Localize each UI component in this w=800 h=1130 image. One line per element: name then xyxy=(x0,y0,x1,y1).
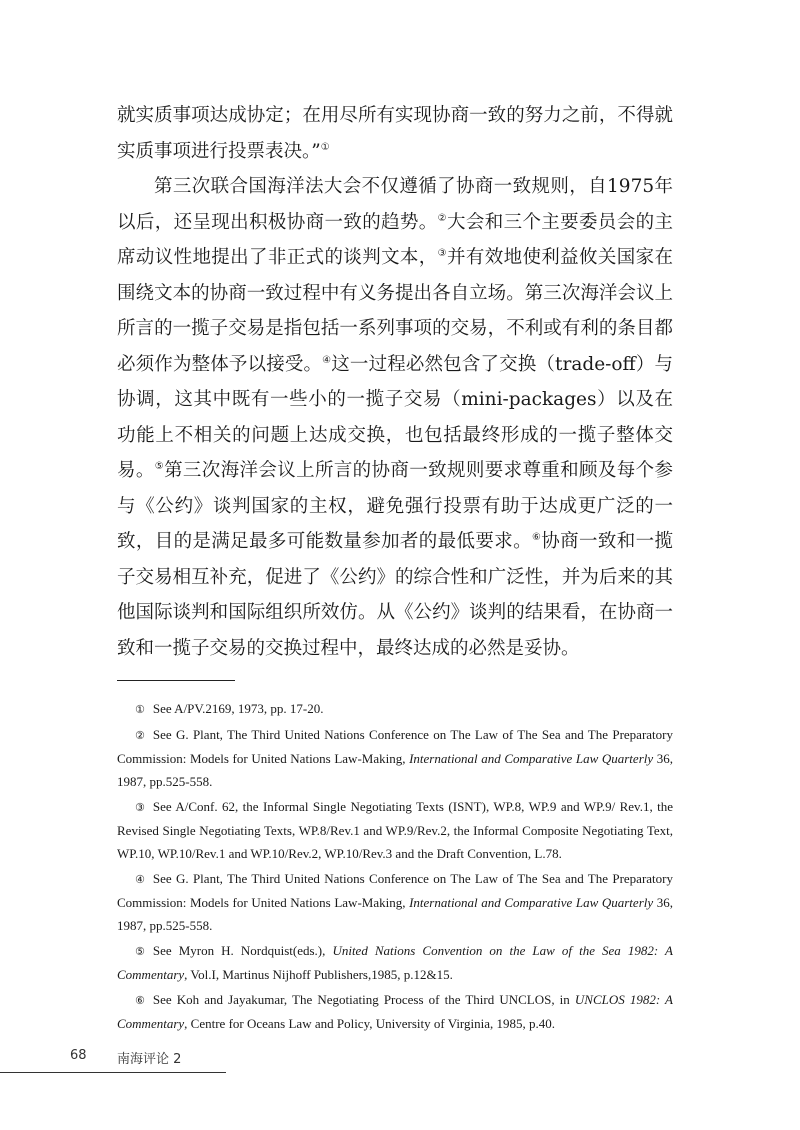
footnote-3-mark: ③ xyxy=(135,801,145,814)
footnote-4-mark: ④ xyxy=(135,873,145,886)
footnote-ref-6[interactable]: ⑥ xyxy=(531,531,542,543)
footnote-4-text: See G. Plant, The Third United Nations Conference on The Law of The Sea and The Preparatory Commission: Models for United Nations Law-Making, xyxy=(117,871,673,910)
paragraph-1-text: 就实质事项达成协定；在用尽所有实现协商一致的努力之前，不得就实质事项进行投票表决。” xyxy=(117,105,673,162)
footnote-2-journal: International and Comparative Law Quarterly xyxy=(409,751,654,766)
paragraph-2-segment-3: 并有效地使利益攸关国家在围绕文本的协商一致过程中有义务提出各自立场。第三次海洋会议上所言的一揽子交易是指包括一系列事项的交易，不利或有利的条目都必须作为整体予以接受。 xyxy=(117,247,673,375)
footnote-ref-4[interactable]: ④ xyxy=(322,354,332,366)
footnote-5 xyxy=(117,939,673,986)
footnote-4 xyxy=(117,867,673,937)
paragraph-2-segment-6: 协商一致和一揽子交易相互补充，促进了《公约》的综合性和广泛性，并为后来的其他国际谈判和国际组织所效仿。从《公约》谈判的结果看，在协商一致和一揽子交易的交换过程中，最终达成的必然是妥协。 xyxy=(117,531,673,659)
footnote-6 xyxy=(117,988,673,1035)
footnote-6-book-title: UNCLOS 1982: A Commentary xyxy=(117,992,673,1031)
paragraph-2-segment-4: 这一过程必然包含了交换（trade-off）与协调，这其中既有一些小的一揽子交易（mini-packages）以及在功能上不相关的问题上达成交换，也包括最终形成的一揽子整体交易。 xyxy=(117,353,673,481)
footnote-5-book-title: United Nations Convention on the Law of the Sea 1982: A Commentary xyxy=(117,943,673,982)
footnote-5-mark: ⑤ xyxy=(135,945,145,958)
footnote-3 xyxy=(117,795,673,865)
footnote-5-citation: , Vol.I, Martinus Nijhoff Publishers,1985, p.12&15. xyxy=(184,967,453,982)
page-number: 68 xyxy=(70,1048,87,1063)
paragraph-2-segment-1: 第三次联合国海洋法大会不仅遵循了协商一致规则，自1975年以后，还呈现出积极协商一致的趋势。 xyxy=(117,176,673,233)
footnotes xyxy=(117,697,673,1037)
footnote-ref-2[interactable]: ② xyxy=(437,212,447,224)
footnote-ref-3[interactable]: ③ xyxy=(437,247,447,259)
footnote-2-citation: 36, 1987, pp.525-558. xyxy=(117,751,673,789)
paragraph-2-segment-2: 大会和三个主要委员会的主席动议性地提出了非正式的谈判文本， xyxy=(117,211,673,268)
footnote-6-mark: ⑥ xyxy=(135,994,145,1007)
footnote-2-mark: ② xyxy=(135,729,145,742)
footnote-1 xyxy=(117,697,673,721)
footnote-ref-1[interactable]: ① xyxy=(320,141,330,153)
running-title: 南海评论 2 xyxy=(117,1052,182,1067)
paragraph-2 xyxy=(117,169,673,666)
footnote-1-mark: ① xyxy=(135,703,145,716)
footnote-separator xyxy=(117,680,235,681)
paragraph-1 xyxy=(117,98,673,169)
footnote-2 xyxy=(117,723,673,793)
main-text xyxy=(117,98,673,666)
footnote-ref-5[interactable]: ⑤ xyxy=(154,460,165,472)
footnote-2-text: See G. Plant, The Third United Nations Conference on The Law of The Sea and The Preparatory Commission: Models for United Nations Law-Making, xyxy=(117,727,673,766)
page-footer xyxy=(0,1044,226,1073)
footnote-1-text: See A/PV.2169, 1973, pp. 17-20. xyxy=(152,701,324,716)
paragraph-2-segment-5: 第三次海洋会议上所言的协商一致规则要求尊重和顾及每个参与《公约》谈判国家的主权，避免强行投票有助于达成更广泛的一致，目的是满足最多可能数量参加者的最低要求。 xyxy=(117,460,673,552)
footnote-6-citation: , Centre for Oceans Law and Policy, University of Virginia, 1985, p.40. xyxy=(184,1016,556,1031)
footnote-5-text: See Myron H. Nordquist(eds.), xyxy=(152,943,333,958)
footnote-3-text: See A/Conf. 62, the Informal Single Negotiating Texts (ISNT), WP.8, WP.9 and WP.9/ Rev.1, the Revised Single Negotiating Texts, WP.8/Rev.1 and WP.9/Rev.2, the Informal Composite Negotiating Text, WP.10, WP.10/Rev.1 and WP.10/Rev.2, WP.10/Rev.3 and the Draft Convention, L.78. xyxy=(117,799,673,861)
footnote-4-journal: International and Comparative Law Quarterly xyxy=(409,895,654,910)
footnote-6-text: See Koh and Jayakumar, The Negotiating Process of the Third UNCLOS, in xyxy=(152,992,575,1007)
footnote-4-citation: 36, 1987, pp.525-558. xyxy=(117,895,673,933)
